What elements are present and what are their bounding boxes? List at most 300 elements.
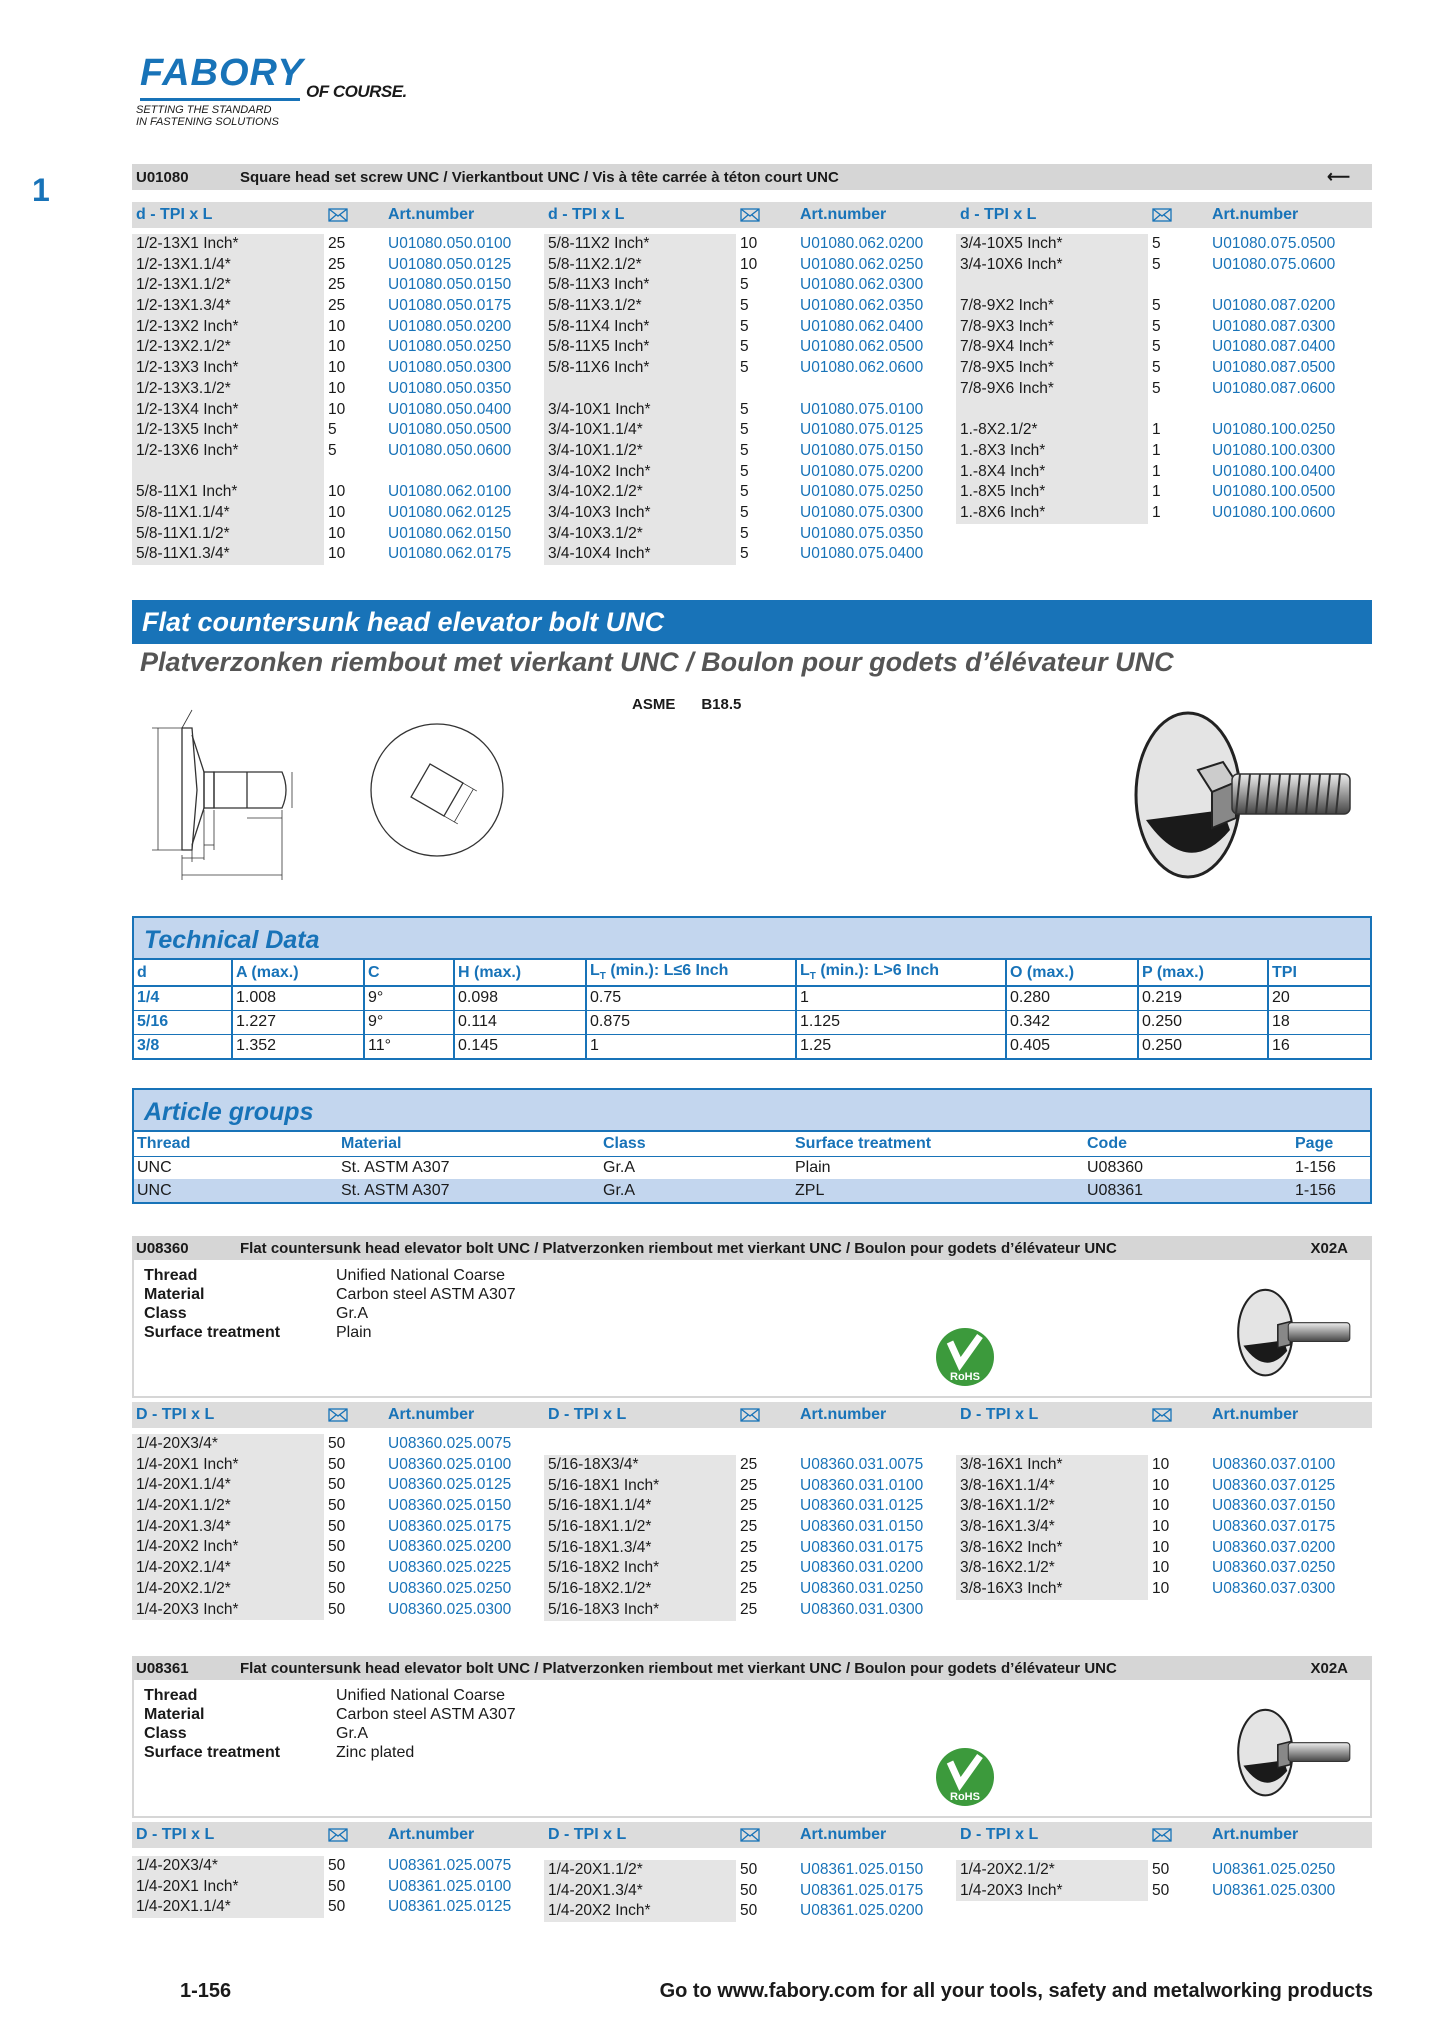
column-header-size: D - TPI x L [548,1826,627,1843]
table-column-2 [544,1455,944,1621]
size-cell: 5/16-18X1.1/2* [548,1518,652,1536]
size-cell: 1.-8X6 Inch* [960,503,1046,521]
table-row [132,1496,532,1517]
size-cell: 3/4-10X1.1/4* [548,421,643,439]
article-number-link[interactable]: U08360.025.0200 [388,1538,512,1556]
quantity-cell: 5 [1152,317,1161,335]
article-number-link[interactable]: U08361.025.0175 [800,1881,924,1899]
size-cell: 1/2-13X3.1/2* [136,379,231,397]
tech-header-cell: d [134,960,232,986]
table-column-3 [956,234,1356,524]
quantity-cell: 5 [740,524,749,542]
table-row [544,1496,944,1517]
article-number-link[interactable]: U01080.062.0125 [388,503,512,521]
size-cell: 1/4-20X2.1/4* [136,1559,231,1577]
back-arrow-icon[interactable]: ⟵ [1327,169,1350,186]
article-groups-title-bar [134,1090,1370,1132]
column-header-size: D - TPI x L [548,1406,627,1423]
article-number-link[interactable]: U08361.025.0250 [1212,1861,1336,1878]
table-column-1 [132,1434,532,1620]
column-header-art-number: Art.number [388,1826,475,1843]
article-number-link[interactable]: U08360.031.0250 [800,1580,924,1598]
svg-text:RoHS: RoHS [950,1791,980,1803]
property-label: Thread [144,1687,198,1704]
product-box-u08360 [132,1260,1372,1398]
table-row [132,420,532,441]
size-cell: 5/8-11X1.3/4* [136,545,230,563]
rohs-icon [934,1326,996,1388]
chapter-number: 1 [32,172,50,208]
table-row [132,1877,532,1898]
size-cell: 1/2-13X1.3/4* [136,297,231,315]
quantity-cell: 25 [740,1580,758,1598]
quantity-cell: 10 [740,235,758,252]
table-row [132,255,532,276]
table-row [956,337,1356,358]
tech-cell: 0.875 [586,1010,796,1034]
quantity-cell: 10 [1152,1497,1170,1515]
table-row [544,296,944,317]
table-row [134,1010,1370,1034]
size-cell: 5/16-18X2 Inch* [548,1559,660,1577]
article-number-link[interactable]: U01080.087.0300 [1212,317,1336,335]
property-value: Unified National Coarse [336,1687,505,1704]
table-row [544,462,944,483]
technical-drawing [132,690,552,890]
article-number-link[interactable]: U01080.075.0500 [1212,235,1336,252]
article-number-link[interactable]: U01080.050.0175 [388,297,512,315]
size-cell: 1/2-13X1 Inch* [136,235,239,252]
tech-header-cell: C [364,960,454,986]
quantity-cell: 10 [1152,1559,1170,1577]
article-number-link[interactable]: U01080.062.0350 [800,297,924,315]
property-label: Material [144,1286,205,1303]
size-cell: 1/2-13X6 Inch* [136,441,239,459]
article-number-link[interactable]: U08361.025.0100 [388,1877,512,1895]
article-number-link[interactable]: U08360.025.0100 [388,1455,512,1473]
article-number-link[interactable]: U01080.062.0400 [800,317,924,335]
quantity-cell: 50 [328,1898,346,1916]
size-cell: 5/8-11X6 Inch* [548,359,650,377]
standard: ASME B18.5 [632,696,742,713]
table-row [132,400,532,421]
packaging-quantity-icon [328,1828,348,1842]
property-label: Surface treatment [144,1324,281,1341]
table-row [134,986,1370,1010]
property-label: Class [144,1305,187,1322]
size-cell: 3/4-10X1 Inch* [548,400,651,418]
article-number-link[interactable]: U01080.087.0600 [1212,379,1336,397]
property-label: Thread [144,1267,198,1284]
article-group-cell: 1-156 [1292,1179,1370,1202]
article-number-link[interactable]: U01080.100.0250 [1212,421,1336,439]
table-row [956,1860,1356,1881]
article-number-link[interactable]: U08360.031.0200 [800,1559,924,1577]
article-group-header-cell: Surface treatment [792,1132,1084,1156]
section-header-u01080 [132,164,1372,190]
table-row [544,1517,944,1538]
article-number-link[interactable]: U01080.062.0600 [800,359,924,377]
size-cell: 3/8-16X1.3/4* [960,1518,1055,1536]
logo-brand: FABORY [140,52,304,94]
table-row [956,275,1356,296]
article-number-link[interactable]: U01080.050.0200 [388,317,512,335]
table-row [544,234,944,255]
article-group-cell: U08360 [1087,1158,1144,1176]
article-number-link[interactable]: U01080.100.0600 [1212,503,1336,521]
table-row [544,482,944,503]
size-cell: 5/8-11X1.1/4* [136,503,230,521]
logo-tagline: SETTING THE STANDARD IN FASTENING SOLUTIONS [136,104,279,128]
column-header-size: D - TPI x L [136,1406,215,1423]
tech-cell: 0.250 [1138,1034,1268,1058]
quantity-cell: 5 [740,338,749,356]
table-row [132,1434,532,1455]
property-value: Gr.A [336,1725,369,1742]
logo-of-course: OF COURSE. [306,82,407,101]
product-subtitle: Platverzonken riembout met vierkant UNC / Boulon pour godets d’élévateur UNC [140,647,1174,677]
quantity-cell: 50 [328,1455,346,1473]
size-cell: 5/8-11X2 Inch* [548,235,650,252]
tech-cell: 20 [1268,986,1370,1010]
quantity-cell: 5 [1152,379,1161,397]
technical-data-table [134,960,1370,1058]
packaging-quantity-icon [1152,1828,1172,1842]
column-header-art-number: Art.number [1212,206,1299,223]
article-number-link[interactable]: U01080.050.0600 [388,441,512,459]
size-cell: 5/8-11X3.1/2* [548,297,642,315]
article-number-link[interactable]: U08360.031.0150 [800,1518,924,1536]
article-number-link[interactable]: U08360.031.0075 [800,1456,924,1473]
table-column-2 [544,234,944,565]
size-cell: 1.-8X3 Inch* [960,441,1046,459]
svg-text:RoHS: RoHS [950,1371,980,1383]
table-row [956,234,1356,255]
article-number-link[interactable]: U08361.025.0150 [800,1861,924,1878]
quantity-cell: 25 [740,1497,758,1515]
quantity-cell: 10 [328,379,346,397]
tech-cell: 3/8 [134,1034,232,1058]
article-number-link[interactable]: U01080.050.0500 [388,421,512,439]
tech-cell: 1.25 [796,1034,1006,1058]
quantity-cell: 5 [740,462,749,480]
size-cell: 1/4-20X2 Inch* [548,1902,651,1920]
table-row [544,379,944,400]
article-number-link[interactable]: U01080.062.0100 [388,483,512,501]
table-row [544,1455,944,1476]
quantity-cell: 25 [328,255,346,273]
article-number-link[interactable]: U01080.062.0300 [800,276,924,294]
size-cell: 1/4-20X2 Inch* [136,1538,239,1556]
article-group-header-cell: Code [1084,1132,1292,1156]
quantity-cell: 5 [1152,297,1161,315]
article-number-link[interactable]: U08361.025.0300 [1212,1881,1336,1899]
quantity-cell: 50 [328,1435,346,1452]
article-group-row[interactable] [134,1179,1370,1202]
article-number-link[interactable]: U08361.025.0075 [388,1857,512,1874]
article-group-cell: ZPL [792,1179,1084,1202]
quantity-cell: 50 [328,1857,346,1874]
table-row [132,441,532,462]
article-number-link[interactable]: U01080.075.0250 [800,483,924,501]
product-header-u08361: U08361 Flat countersunk head elevator bolt UNC / Platverzonken riembout met vierkant UNC / Boulon pour godets d’élévateur UNC X02A [132,1656,1372,1680]
article-number-link[interactable]: U08360.031.0125 [800,1497,924,1515]
article-number-link[interactable]: U08360.031.0175 [800,1538,924,1556]
quantity-cell: 5 [740,421,749,439]
quantity-cell: 5 [740,503,749,521]
table-row [132,1558,532,1579]
size-cell: 3/8-16X2 Inch* [960,1538,1063,1556]
quantity-cell: 5 [740,400,749,418]
packaging-quantity-icon [740,1408,760,1422]
article-number-link[interactable]: U08360.025.0075 [388,1435,512,1452]
tech-cell: 1.227 [232,1010,364,1034]
table-row [544,1881,944,1902]
property-value: Unified National Coarse [336,1267,505,1284]
footer-slogan: Go to www.fabory.com for all your tools, safety and metalworking products [659,1980,1373,2002]
table-row [132,544,532,565]
tech-cell: 11° [364,1034,454,1058]
article-number-link[interactable]: U01080.075.0350 [800,524,924,542]
table-row [132,234,532,255]
property-label: Surface treatment [144,1744,281,1761]
size-cell: 3/4-10X6 Inch* [960,255,1063,273]
table-row [956,400,1356,421]
article-number-link[interactable]: U01080.075.0150 [800,441,924,459]
quantity-cell: 25 [740,1456,758,1473]
section-title: Square head set screw UNC / Vierkantbout UNC / Vis à tête carrée à téton court UNC [240,169,839,186]
packaging-quantity-icon [740,208,760,222]
table-row [132,1897,532,1918]
size-cell: 3/8-16X3 Inch* [960,1580,1063,1598]
quantity-cell: 5 [740,276,749,294]
article-number-link[interactable]: U08360.037.0250 [1212,1559,1336,1577]
table-row [544,503,944,524]
size-cell: 3/8-16X1.1/4* [960,1476,1055,1494]
quantity-cell: 1 [1152,483,1161,501]
article-group-row[interactable] [134,1156,1370,1179]
property-value: Carbon steel ASTM A307 [336,1286,516,1303]
article-number-link[interactable]: U08360.037.0150 [1212,1497,1336,1515]
tech-header-cell: TPI [1268,960,1370,986]
quantity-cell: 1 [1152,421,1161,439]
tech-cell: 16 [1272,1037,1290,1055]
size-cell: 3/8-16X2.1/2* [960,1559,1055,1577]
article-group-cell: U08361 [1084,1179,1292,1202]
bolt-thumbnail [1234,1280,1354,1380]
article-number-link[interactable]: U08360.037.0300 [1212,1580,1336,1598]
table-row [132,1856,532,1877]
article-number-link[interactable]: U01080.100.0400 [1212,462,1336,480]
size-cell: 7/8-9X2 Inch* [960,297,1054,315]
quantity-cell: 50 [328,1538,346,1556]
table-row [544,441,944,462]
quantity-cell: 10 [328,317,346,335]
size-cell: 1/4-20X1.1/4* [136,1476,231,1494]
quantity-cell: 25 [740,1600,758,1618]
table-row [132,1475,532,1496]
article-number-link[interactable]: U01080.075.0200 [800,462,924,480]
quantity-cell: 10 [1152,1476,1170,1494]
quantity-cell: 5 [740,317,749,335]
column-header-art-number: Art.number [800,1826,887,1843]
tech-cell: 0.145 [454,1034,586,1058]
size-cell: 1/2-13X4 Inch* [136,400,239,418]
column-header-size: D - TPI x L [960,1826,1039,1843]
size-cell: 1.-8X5 Inch* [960,483,1046,501]
table-row [544,1579,944,1600]
table-column-3 [956,1860,1356,1901]
article-number-link[interactable]: U08361.025.0200 [800,1902,924,1920]
quantity-cell: 1 [1152,503,1161,521]
size-cell: 7/8-9X4 Inch* [960,338,1054,356]
product-header-u08360: U08360 Flat countersunk head elevator bolt UNC / Platverzonken riembout met vierkant UNC / Boulon pour godets d’élévateur UNC X02A [132,1236,1372,1260]
packaging-quantity-icon [1152,208,1172,222]
table-row [544,544,944,565]
quantity-cell: 50 [740,1902,758,1920]
size-cell: 1/4-20X2.1/2* [960,1861,1055,1878]
article-group-cell: 1-156 [1295,1158,1336,1176]
tech-cell: 0.098 [454,986,586,1010]
article-number-link[interactable]: U08360.037.0125 [1212,1476,1336,1494]
article-number-link[interactable]: U01080.100.0500 [1212,483,1336,501]
article-number-link[interactable]: U08361.025.0125 [388,1898,512,1916]
article-number-link[interactable]: U01080.075.0400 [800,545,924,563]
tech-cell: 0.114 [454,1010,586,1034]
article-number-link[interactable]: U08360.037.0175 [1212,1518,1336,1536]
article-number-link[interactable]: U01080.075.0600 [1212,255,1336,273]
article-number-link[interactable]: U08360.025.0300 [388,1600,512,1618]
article-number-link[interactable]: U01080.050.0300 [388,359,512,377]
tech-cell: 1/4 [134,986,232,1010]
size-cell: 1/4-20X3 Inch* [960,1881,1063,1899]
article-number-link[interactable]: U08360.025.0150 [388,1497,512,1515]
article-number-link[interactable]: U01080.062.0150 [388,524,512,542]
article-number-link[interactable]: U01080.050.0250 [388,338,512,356]
table-row [544,1860,944,1881]
article-groups-table [134,1132,1370,1202]
table-row [956,1476,1356,1497]
quantity-cell: 5 [1152,359,1161,377]
quantity-cell: 25 [740,1518,758,1536]
tech-cell: 1.352 [232,1034,364,1058]
quantity-cell: 10 [328,359,346,377]
table-column-3 [956,1455,1356,1600]
quantity-cell: 5 [1152,235,1161,252]
table-row [956,379,1356,400]
size-cell: 3/4-10X2 Inch* [548,462,651,480]
tech-cell: 1 [586,1034,796,1058]
size-cell: 5/16-18X1.3/4* [548,1538,652,1556]
rohs-icon [934,1746,996,1808]
table-row [956,482,1356,503]
article-group-header-cell: Class [600,1132,792,1156]
table-row [132,1455,532,1476]
table-row [132,482,532,503]
table-row [132,524,532,545]
article-number-link[interactable]: U01080.087.0400 [1212,338,1336,356]
article-group-cell: Plain [795,1158,831,1176]
size-cell: 1/2-13X2 Inch* [136,317,239,335]
table-row [956,358,1356,379]
table-row [132,1537,532,1558]
article-number-link[interactable]: U01080.100.0300 [1212,441,1336,459]
article-number-link[interactable]: U01080.062.0200 [800,235,924,252]
article-number-link[interactable]: U01080.075.0100 [800,400,924,418]
article-number-link[interactable]: U08360.025.0225 [388,1559,512,1577]
quantity-cell: 50 [328,1497,346,1515]
article-number-link[interactable]: U08360.031.0100 [800,1476,924,1494]
column-header-size: d - TPI x L [548,206,625,223]
size-cell: 5/8-11X3 Inch* [548,276,650,294]
article-number-link[interactable]: U01080.062.0500 [800,338,924,356]
size-cell: 5/16-18X2.1/2* [548,1580,652,1598]
article-number-link[interactable]: U01080.050.0150 [388,276,512,294]
article-number-link[interactable]: U01080.050.0125 [388,255,512,273]
table-row [132,358,532,379]
article-number-link[interactable]: U01080.087.0500 [1212,359,1336,377]
bolt-photo [1128,700,1358,880]
table-row [134,1034,1370,1058]
article-number-link[interactable]: U08360.037.0100 [1212,1456,1336,1473]
article-number-link[interactable]: U01080.087.0200 [1212,297,1336,315]
table-row [956,317,1356,338]
quantity-cell: 5 [740,297,749,315]
article-number-link[interactable]: U08360.025.0125 [388,1476,512,1494]
article-group-header-cell: Material [338,1132,600,1156]
article-number-link[interactable]: U01080.050.0350 [388,379,512,397]
quantity-cell: 5 [1152,338,1161,356]
column-header-size: D - TPI x L [136,1826,215,1843]
size-cell: 5/16-18X1.1/4* [548,1497,652,1515]
article-number-link[interactable]: U01080.062.0175 [388,545,512,563]
article-number-link[interactable]: U08360.025.0175 [388,1517,512,1535]
article-number-link[interactable]: U08360.031.0300 [800,1600,924,1618]
quantity-cell: 50 [328,1476,346,1494]
article-number-link[interactable]: U01080.075.0125 [800,421,924,439]
table-row [544,400,944,421]
article-group-cell: St. ASTM A307 [338,1179,600,1202]
section-code: U01080 [136,169,189,186]
size-cell: 1.-8X2.1/2* [960,421,1038,439]
table-row [956,503,1356,524]
article-number-link[interactable]: U08360.025.0250 [388,1579,512,1597]
table-row [544,1538,944,1559]
quantity-cell: 25 [328,235,346,252]
article-number-link[interactable]: U01080.062.0250 [800,255,924,273]
article-number-link[interactable]: U01080.075.0300 [800,503,924,521]
size-cell: 1/2-13X1.1/2* [136,276,231,294]
quantity-cell: 1 [1152,462,1161,480]
column-header-u08361 [132,1822,1372,1848]
column-header-art-number: Art.number [1212,1406,1299,1423]
article-number-link[interactable]: U08360.037.0200 [1212,1538,1336,1556]
quantity-cell: 10 [1152,1456,1170,1473]
quantity-cell: 10 [1152,1538,1170,1556]
size-cell: 1/4-20X3 Inch* [136,1600,239,1618]
article-number-link[interactable]: U01080.050.0100 [388,235,512,252]
packaging-quantity-icon [328,1408,348,1422]
table-row [956,441,1356,462]
packaging-quantity-icon [328,208,348,222]
property-value: Carbon steel ASTM A307 [336,1706,516,1723]
column-header-size: D - TPI x L [960,1406,1039,1423]
size-cell: 1/4-20X2.1/2* [136,1579,231,1597]
column-header-u08360 [132,1402,1372,1428]
table-row [956,420,1356,441]
quantity-cell: 25 [740,1476,758,1494]
article-number-link[interactable]: U01080.050.0400 [388,400,512,418]
